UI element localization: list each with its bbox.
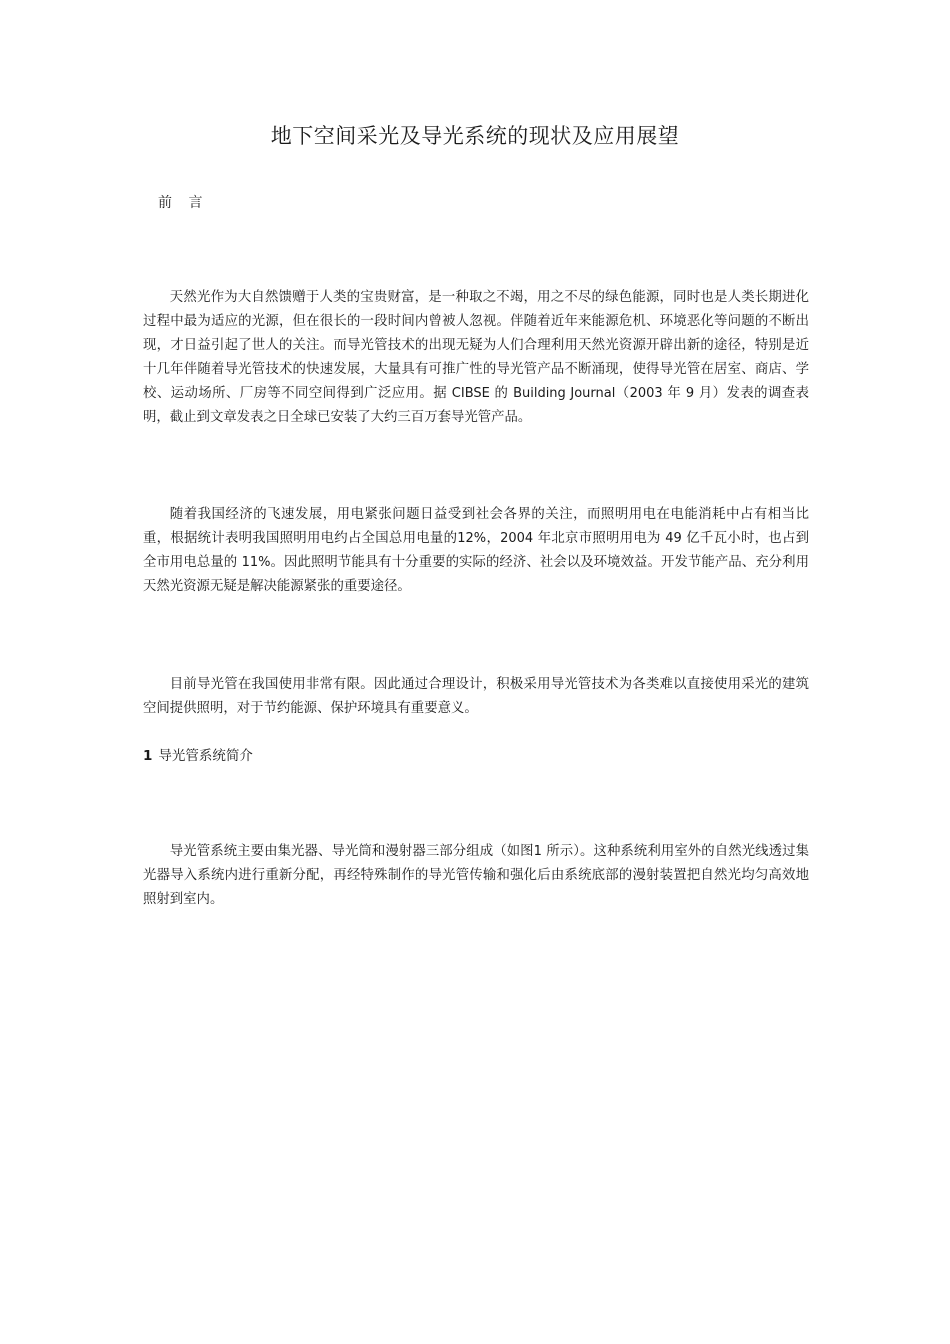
text-run: CIBSE (451, 386, 490, 401)
text-run: 年北京市照明用电为 (533, 531, 666, 546)
section-heading (143, 745, 253, 767)
text-run: 1 (533, 844, 542, 859)
paragraph-current-status (143, 673, 809, 721)
document-title: 地下空间采光及导光系统的现状及应用展望 (270, 124, 680, 148)
text-run: 亿千瓦小时，也占到全市用电总量的 (143, 531, 810, 570)
paragraph-energy-usage (143, 503, 809, 599)
text-run: Building Journal (513, 386, 616, 401)
text-run: 目前导光管在我国使用非常有限。因此通过合理设计，积极采用导光管技术为各类难以直接使用采光的建筑空间提供照明，对于节约能源、保护环境具有重要意义。 (143, 677, 809, 716)
text-run: ， (486, 531, 501, 546)
text-run: 2004 (500, 531, 534, 546)
paragraph-intro-daylight (143, 286, 809, 430)
text-run: 所示）。这种系统利用室外的自然光线透过集光器导入系统内进行重新分配，再经特殊制作的导光管传输和强化后由系统底部的漫射装置把自然光均匀高效地照射到室内。 (143, 844, 809, 907)
text-run: 12% (457, 531, 487, 546)
text-run: 天然光作为大自然馈赠于人类的宝贵财富，是一种取之不竭，用之不尽的绿色能源，同时也是人类长期进化过程中最为适应的光源，但在很长的一段时间内曾被人忽视。伴随着近年来能源危机、环境恶化等问题的不断出现，才日益引起了世人的关注。而导光管技术的出现无疑为人们合理利用天然光资源开辟出新的途径，特别是近十几年伴随着导光管技术的快速发展，大量具有可推广性的导光管产品不断涌现，使得导光管在居室、商店、学校、运动场所、厂房等不同空间得到广泛应用。据 (143, 290, 809, 401)
preface-heading: 前 言 (158, 195, 203, 211)
text-run: （ (615, 386, 630, 401)
text-run: 11% (241, 555, 271, 570)
text-run: 随着我国经济的飞速发展，用电紧张问题日益受到社会各界的关注，而照明用电在电能消耗中占有相当比重，根据统计表明我国照明用电约占全国总用电量的 (143, 507, 809, 546)
paragraph-system-overview (143, 840, 809, 912)
text-run: 。因此照明节能具有十分重要的实际的经济、社会以及环境效益。开发节能产品、充分利用天然光资源无疑是解决能源紧张的重要途径。 (143, 555, 809, 594)
text-run: 的 (489, 386, 514, 401)
section-title: 导光管系统简介 (158, 748, 253, 764)
section-number: 1 (143, 748, 153, 764)
text-run: 年 (662, 386, 686, 401)
text-run: 月）发表的调查表明，截止到文章发表之日全球已安装了大约三百万套导光管产品。 (143, 386, 810, 425)
text-run: 导光管系统主要由集光器、导光筒和漫射器三部分组成（如图 (169, 844, 534, 859)
text-run: 2003 (629, 386, 663, 401)
text-run: 9 (685, 386, 695, 401)
text-run: 49 (665, 531, 682, 546)
